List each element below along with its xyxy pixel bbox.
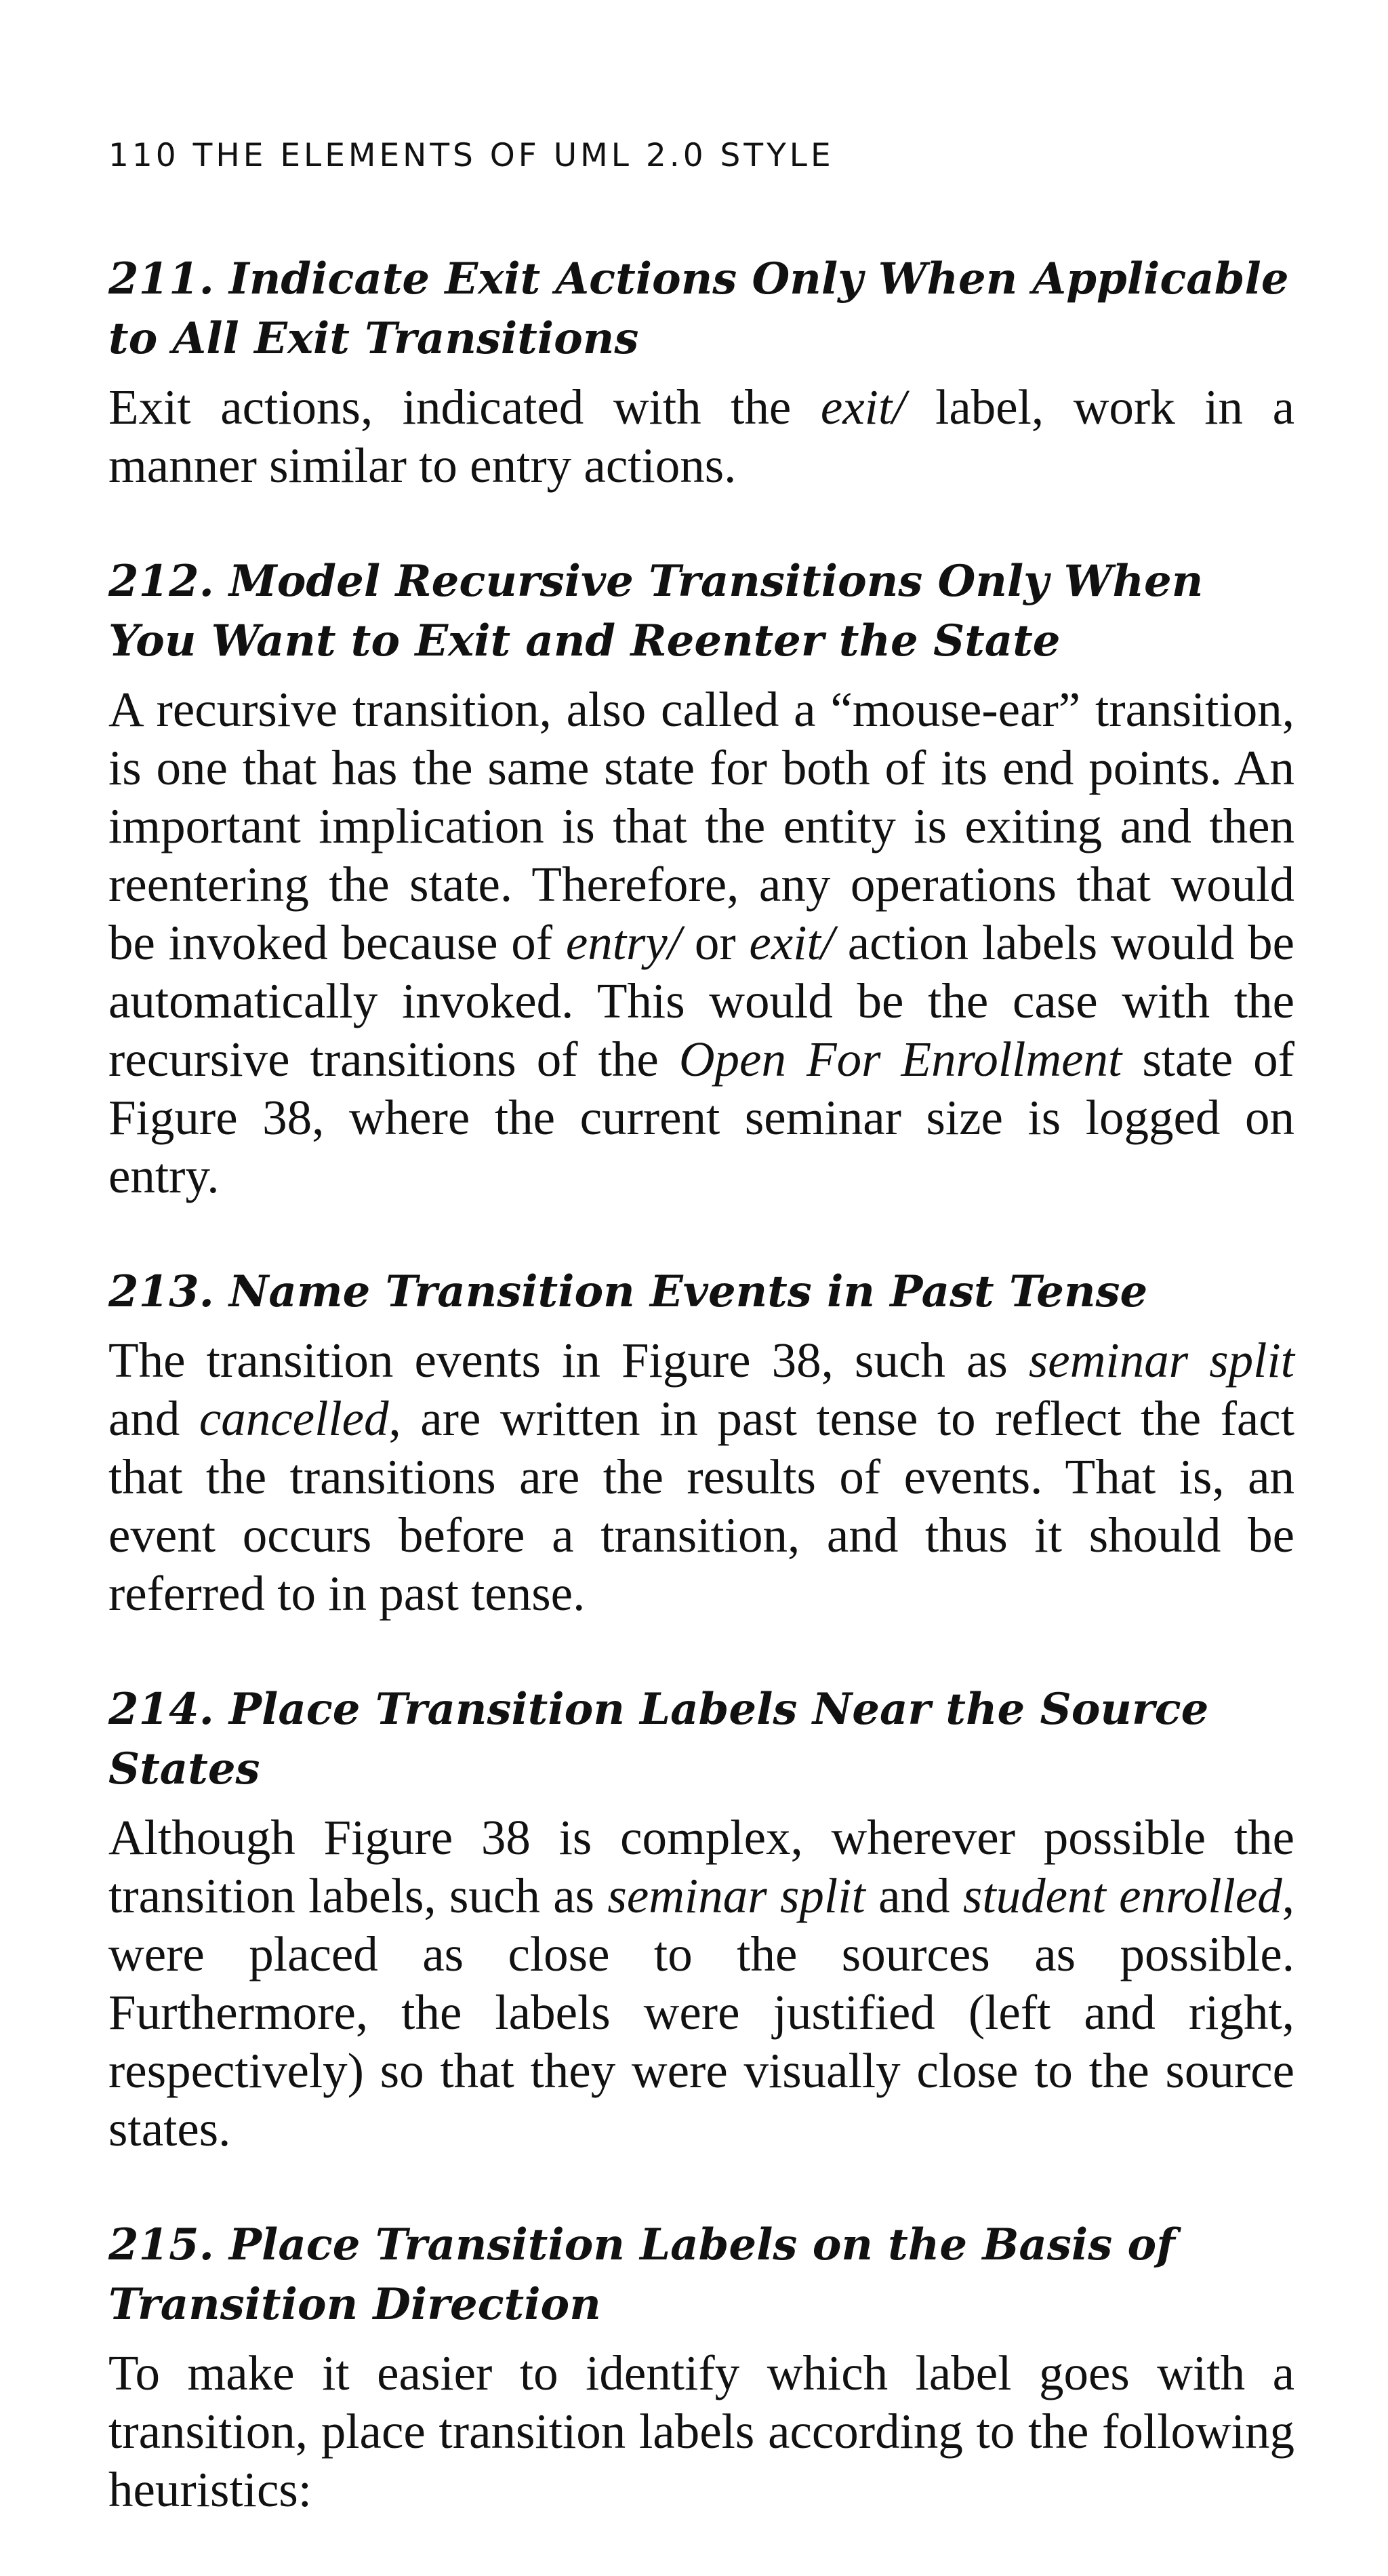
body-text: or <box>681 915 750 970</box>
guideline-body <box>108 1331 1294 1623</box>
guideline-212 <box>108 552 1294 1205</box>
body-text: The transition events in Figure 38, such as <box>108 1333 1029 1388</box>
guideline-number: 214. <box>108 1684 214 1735</box>
running-header: 110 THE ELEMENTS OF UML 2.0 STYLE <box>108 137 834 174</box>
guideline-number: 215. <box>108 2219 214 2270</box>
body-text: To make it easier to identify which label goes with a transition, place transition labels according to the following heuristics: <box>108 2346 1294 2517</box>
body-text: action labels would be automatically invoked. This would be the case with the recursive transitions of the <box>108 915 1295 1087</box>
body-text: state of Figure 38, where the current seminar size is logged on entry. <box>108 1032 1294 1203</box>
italic-term: cancelled <box>199 1391 389 1446</box>
body-text: Exit actions, indicated with the <box>108 380 821 435</box>
italic-term: seminar split <box>607 1868 865 1923</box>
body-text: label, work in a manner similar to entry actions. <box>108 380 1294 493</box>
guideline-215 <box>108 2215 1294 2519</box>
guideline-211 <box>108 249 1294 495</box>
guideline-heading <box>108 552 1294 671</box>
guideline-number: 212. <box>108 556 214 607</box>
guideline-213 <box>108 1262 1294 1623</box>
guideline-body <box>108 1809 1294 2158</box>
guideline-number: 213. <box>108 1266 214 1317</box>
guideline-body <box>108 681 1294 1205</box>
italic-term: seminar split <box>1028 1333 1294 1388</box>
guideline-heading <box>108 1262 1294 1322</box>
guideline-heading <box>108 2215 1294 2335</box>
guideline-heading <box>108 1680 1294 1799</box>
guideline-title: Place Transition Labels Near the Source States <box>108 1684 1209 1794</box>
guideline-body <box>108 378 1294 495</box>
body-text: Although Figure 38 is complex, wherever possible the transition labels, such as <box>108 1810 1294 1923</box>
guideline-214 <box>108 1680 1294 2158</box>
page-content <box>108 249 1294 2576</box>
body-text: and <box>108 1391 199 1446</box>
italic-term: exit/ <box>820 380 906 435</box>
italic-term: Open For Enrollment <box>678 1032 1122 1087</box>
guideline-title: Place Transition Labels on the Basis of Transition Direction <box>108 2219 1175 2330</box>
body-text: A recursive transition, also called a “mouse-ear” transition, is one that has the same state for both of its end points. An important implication is that the entity is exiting and then reentering the state. Therefore, any operations that would be invoked because of <box>108 682 1294 970</box>
body-text: and <box>865 1868 963 1923</box>
guideline-body <box>108 2344 1294 2519</box>
body-text: , were placed as close to the sources as possible. Furthermore, the labels were justified (left and right, respectively) so that they were visually close to the source states. <box>108 1868 1294 2156</box>
guideline-title: Name Transition Events in Past Tense <box>228 1266 1148 1317</box>
italic-term: entry/ <box>565 915 682 970</box>
guideline-heading <box>108 249 1294 369</box>
guideline-title: Indicate Exit Actions Only When Applicable to All Exit Transitions <box>108 254 1289 364</box>
italic-term: exit/ <box>749 915 835 970</box>
body-text: , are written in past tense to reflect the fact that the transitions are the results of events. That is, an event occurs before a transition, and thus it should be referred to in past tense. <box>108 1391 1294 1621</box>
italic-term: student enrolled <box>962 1868 1282 1923</box>
guideline-number: 211. <box>108 254 214 304</box>
guideline-title: Model Recursive Transitions Only When You Want to Exit and Reenter the State <box>108 556 1204 666</box>
